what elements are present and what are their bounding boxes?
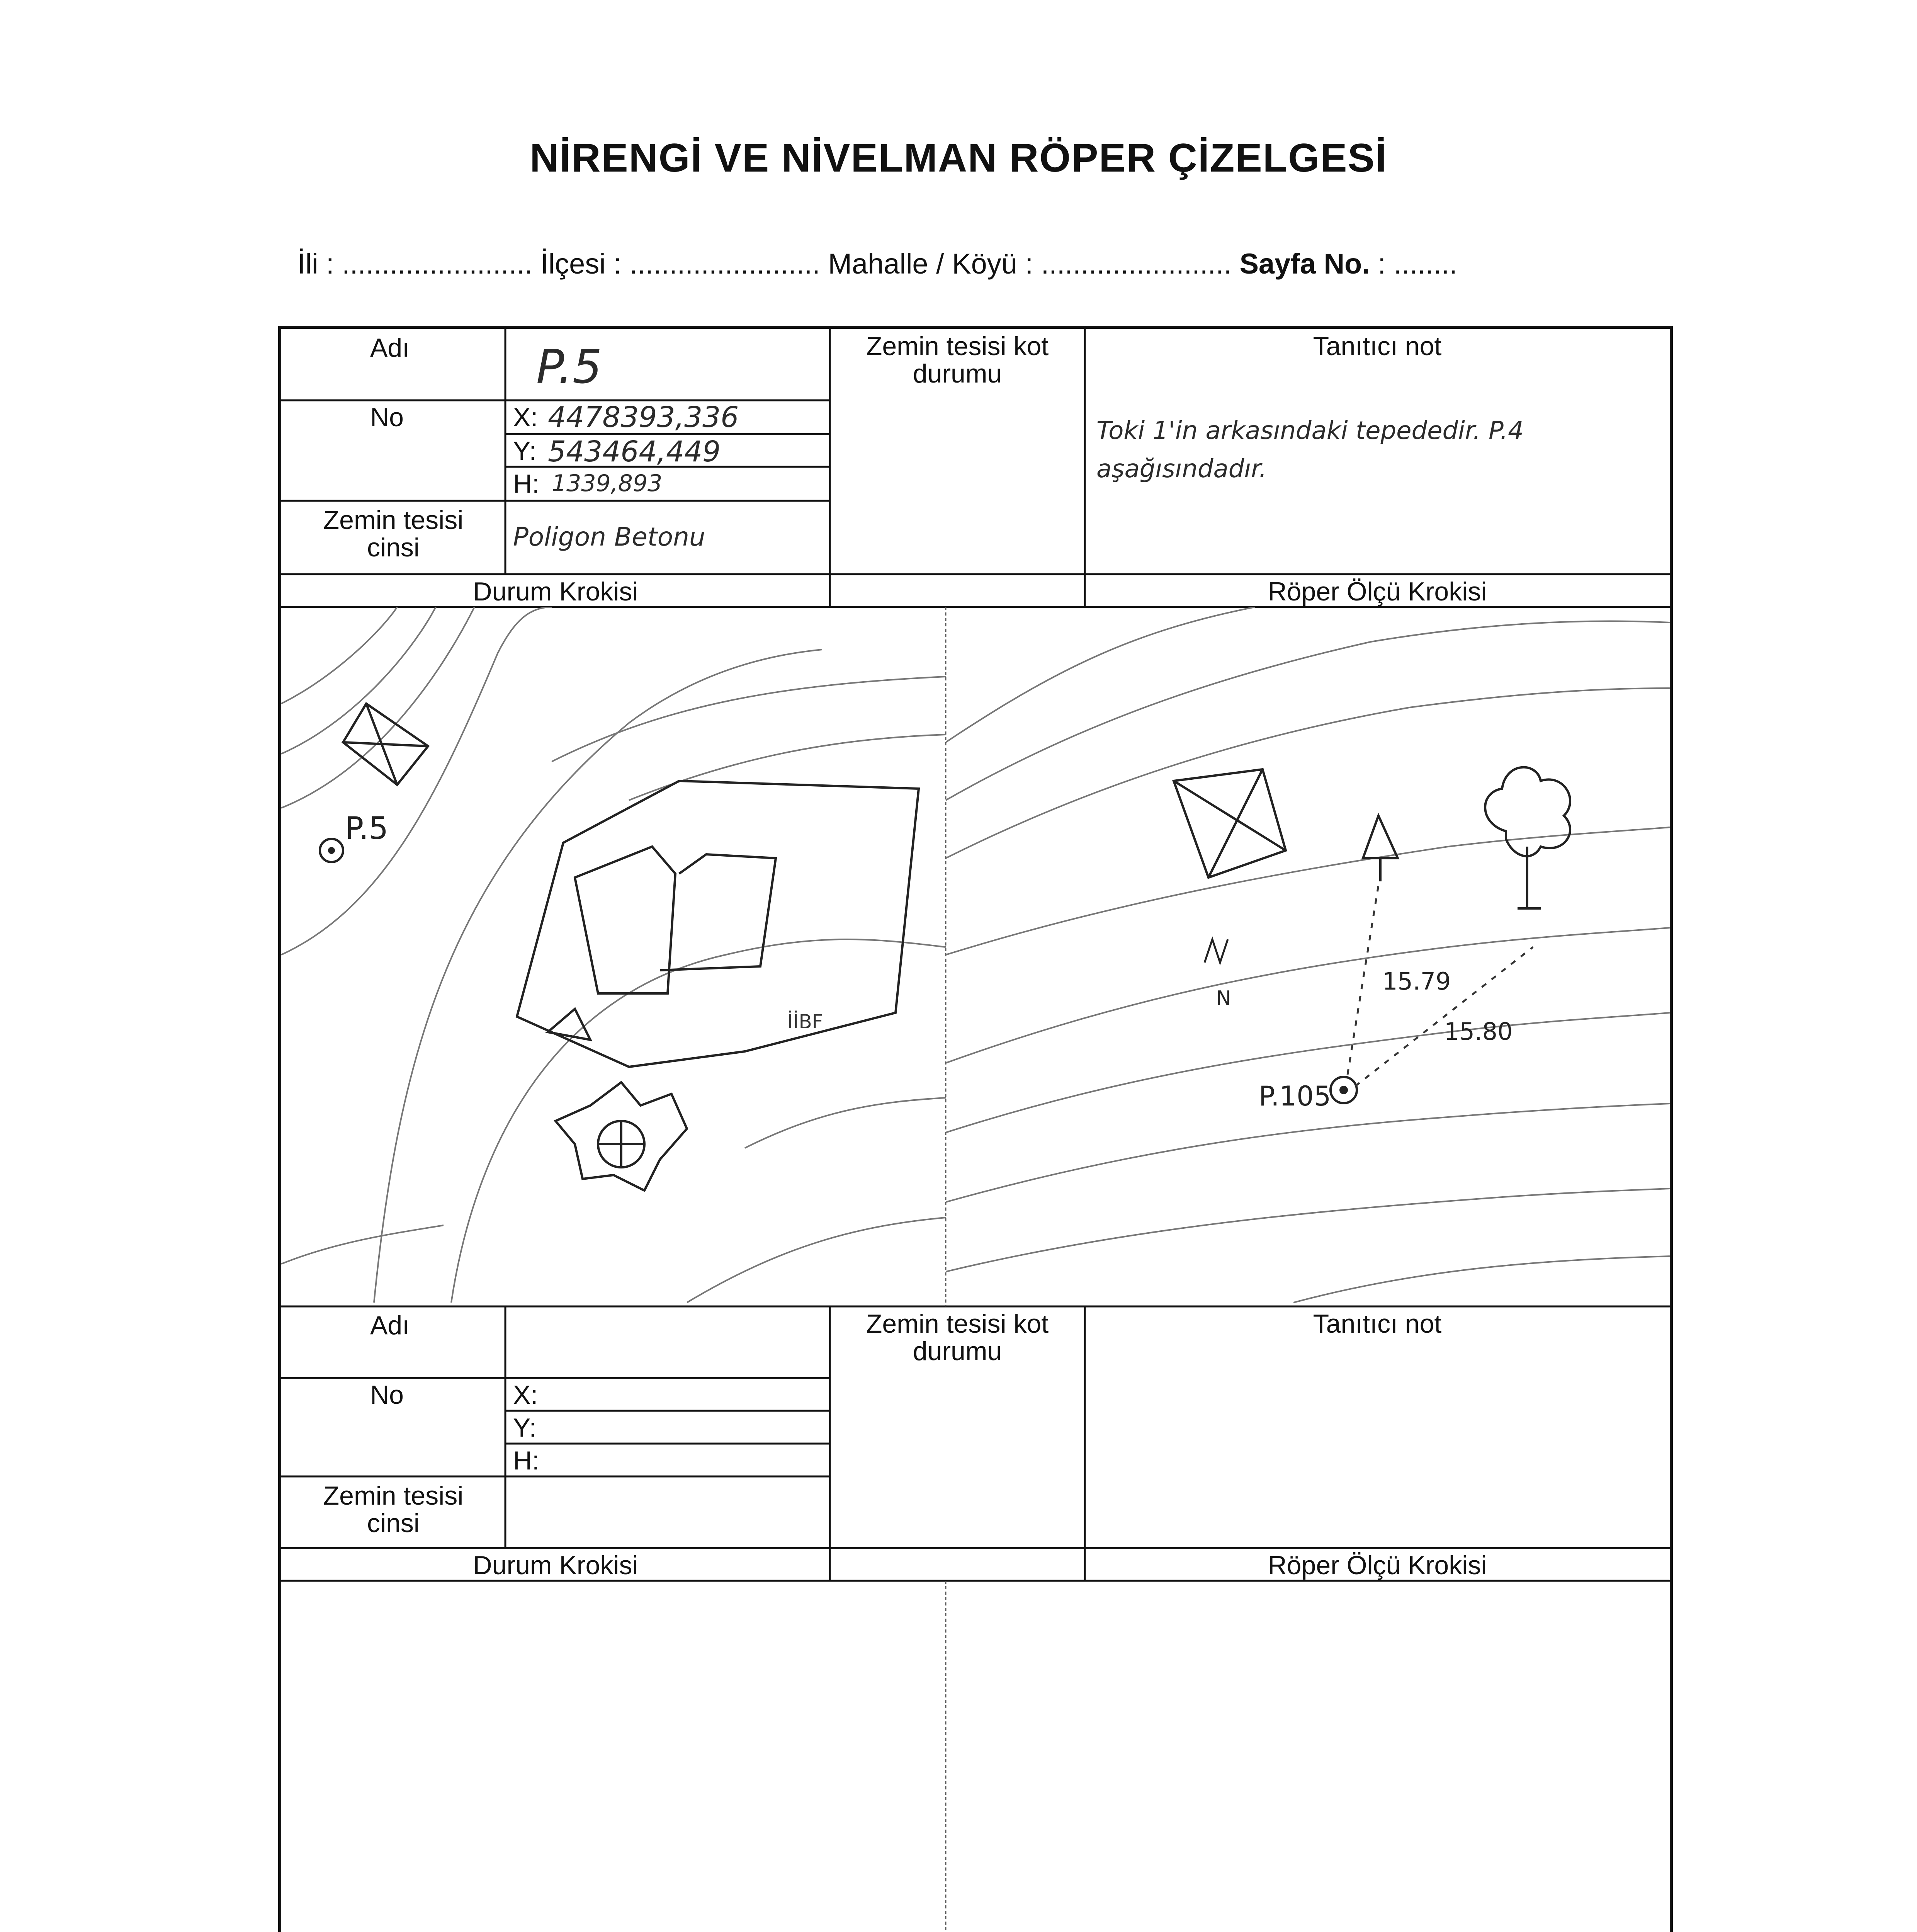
- h-label-1: H:: [513, 469, 539, 498]
- sketch-building-label: İİBF: [787, 1010, 823, 1033]
- roper-krokisi-label-2: Röper Ölçü Krokisi: [1268, 1551, 1487, 1580]
- zemin-cinsi-value-1[interactable]: Poligon Betonu: [513, 522, 705, 552]
- roper-sketch-1: [946, 607, 1670, 1306]
- sketch-point-label: P.5: [345, 810, 389, 846]
- north-arrow-icon: [1205, 939, 1228, 963]
- il-field[interactable]: İli : ........................: [297, 248, 533, 280]
- tanitici-label-1: Tanıtıcı not: [1313, 332, 1442, 361]
- sayfa-label: Sayfa No.: [1239, 248, 1370, 280]
- roper-krokisi-label-1: Röper Ölçü Krokisi: [1268, 577, 1487, 606]
- h-label-2: H:: [513, 1446, 539, 1475]
- distance-2-label: 15.80: [1444, 1017, 1513, 1046]
- sayfa-field[interactable]: : ........: [1370, 248, 1457, 280]
- roper-point-label: P.105: [1259, 1080, 1331, 1112]
- zemin-cinsi-label-1: Zemin tesisi cinsi: [323, 505, 464, 563]
- no-label-2: No: [370, 1380, 404, 1410]
- adi-label-1: Adı: [370, 333, 410, 362]
- zemin-cinsi-label-2: Zemin tesisi cinsi: [323, 1481, 464, 1538]
- h-value-1[interactable]: 1339,893: [552, 470, 663, 497]
- tanitici-label-2: Tanıtıcı not: [1313, 1309, 1442, 1338]
- distance-1-label: 15.79: [1382, 967, 1451, 995]
- x-label-2: X:: [513, 1380, 538, 1410]
- form-sheet: [278, 326, 1673, 1932]
- zemin-kot-label-1: Zemin tesisi kot durumu: [866, 332, 1049, 389]
- durum-sketch-1: [281, 607, 946, 1306]
- x-value-1[interactable]: 4478393,336: [548, 401, 739, 434]
- north-label: N: [1216, 987, 1231, 1010]
- header-fields: [297, 247, 1457, 280]
- x-label-1: X:: [513, 403, 538, 432]
- y-label-2: Y:: [513, 1413, 537, 1442]
- tree-icon: [1363, 816, 1398, 858]
- durum-krokisi-label-1: Durum Krokisi: [473, 577, 638, 606]
- durum-krokisi-label-2: Durum Krokisi: [473, 1551, 638, 1580]
- ilce-field[interactable]: İlçesi : ........................: [540, 248, 820, 280]
- adi-label-2: Adı: [370, 1311, 410, 1340]
- zemin-kot-label-2: Zemin tesisi kot durumu: [866, 1309, 1049, 1366]
- tanitici-value-1[interactable]: Toki 1'in arkasındaki tepededir. P.4 aşağısındadır.: [1096, 417, 1524, 484]
- adi-value-1[interactable]: P.5: [536, 340, 602, 394]
- y-label-1: Y:: [513, 436, 537, 466]
- triangulation-marker-icon: [1174, 769, 1286, 878]
- page-title: NİRENGİ VE NİVELMAN RÖPER ÇİZELGESİ: [530, 136, 1387, 180]
- no-label-1: No: [370, 403, 404, 432]
- y-value-1[interactable]: 543464,449: [548, 435, 721, 468]
- mahalle-field[interactable]: Mahalle / Köyü : ........................: [828, 248, 1232, 280]
